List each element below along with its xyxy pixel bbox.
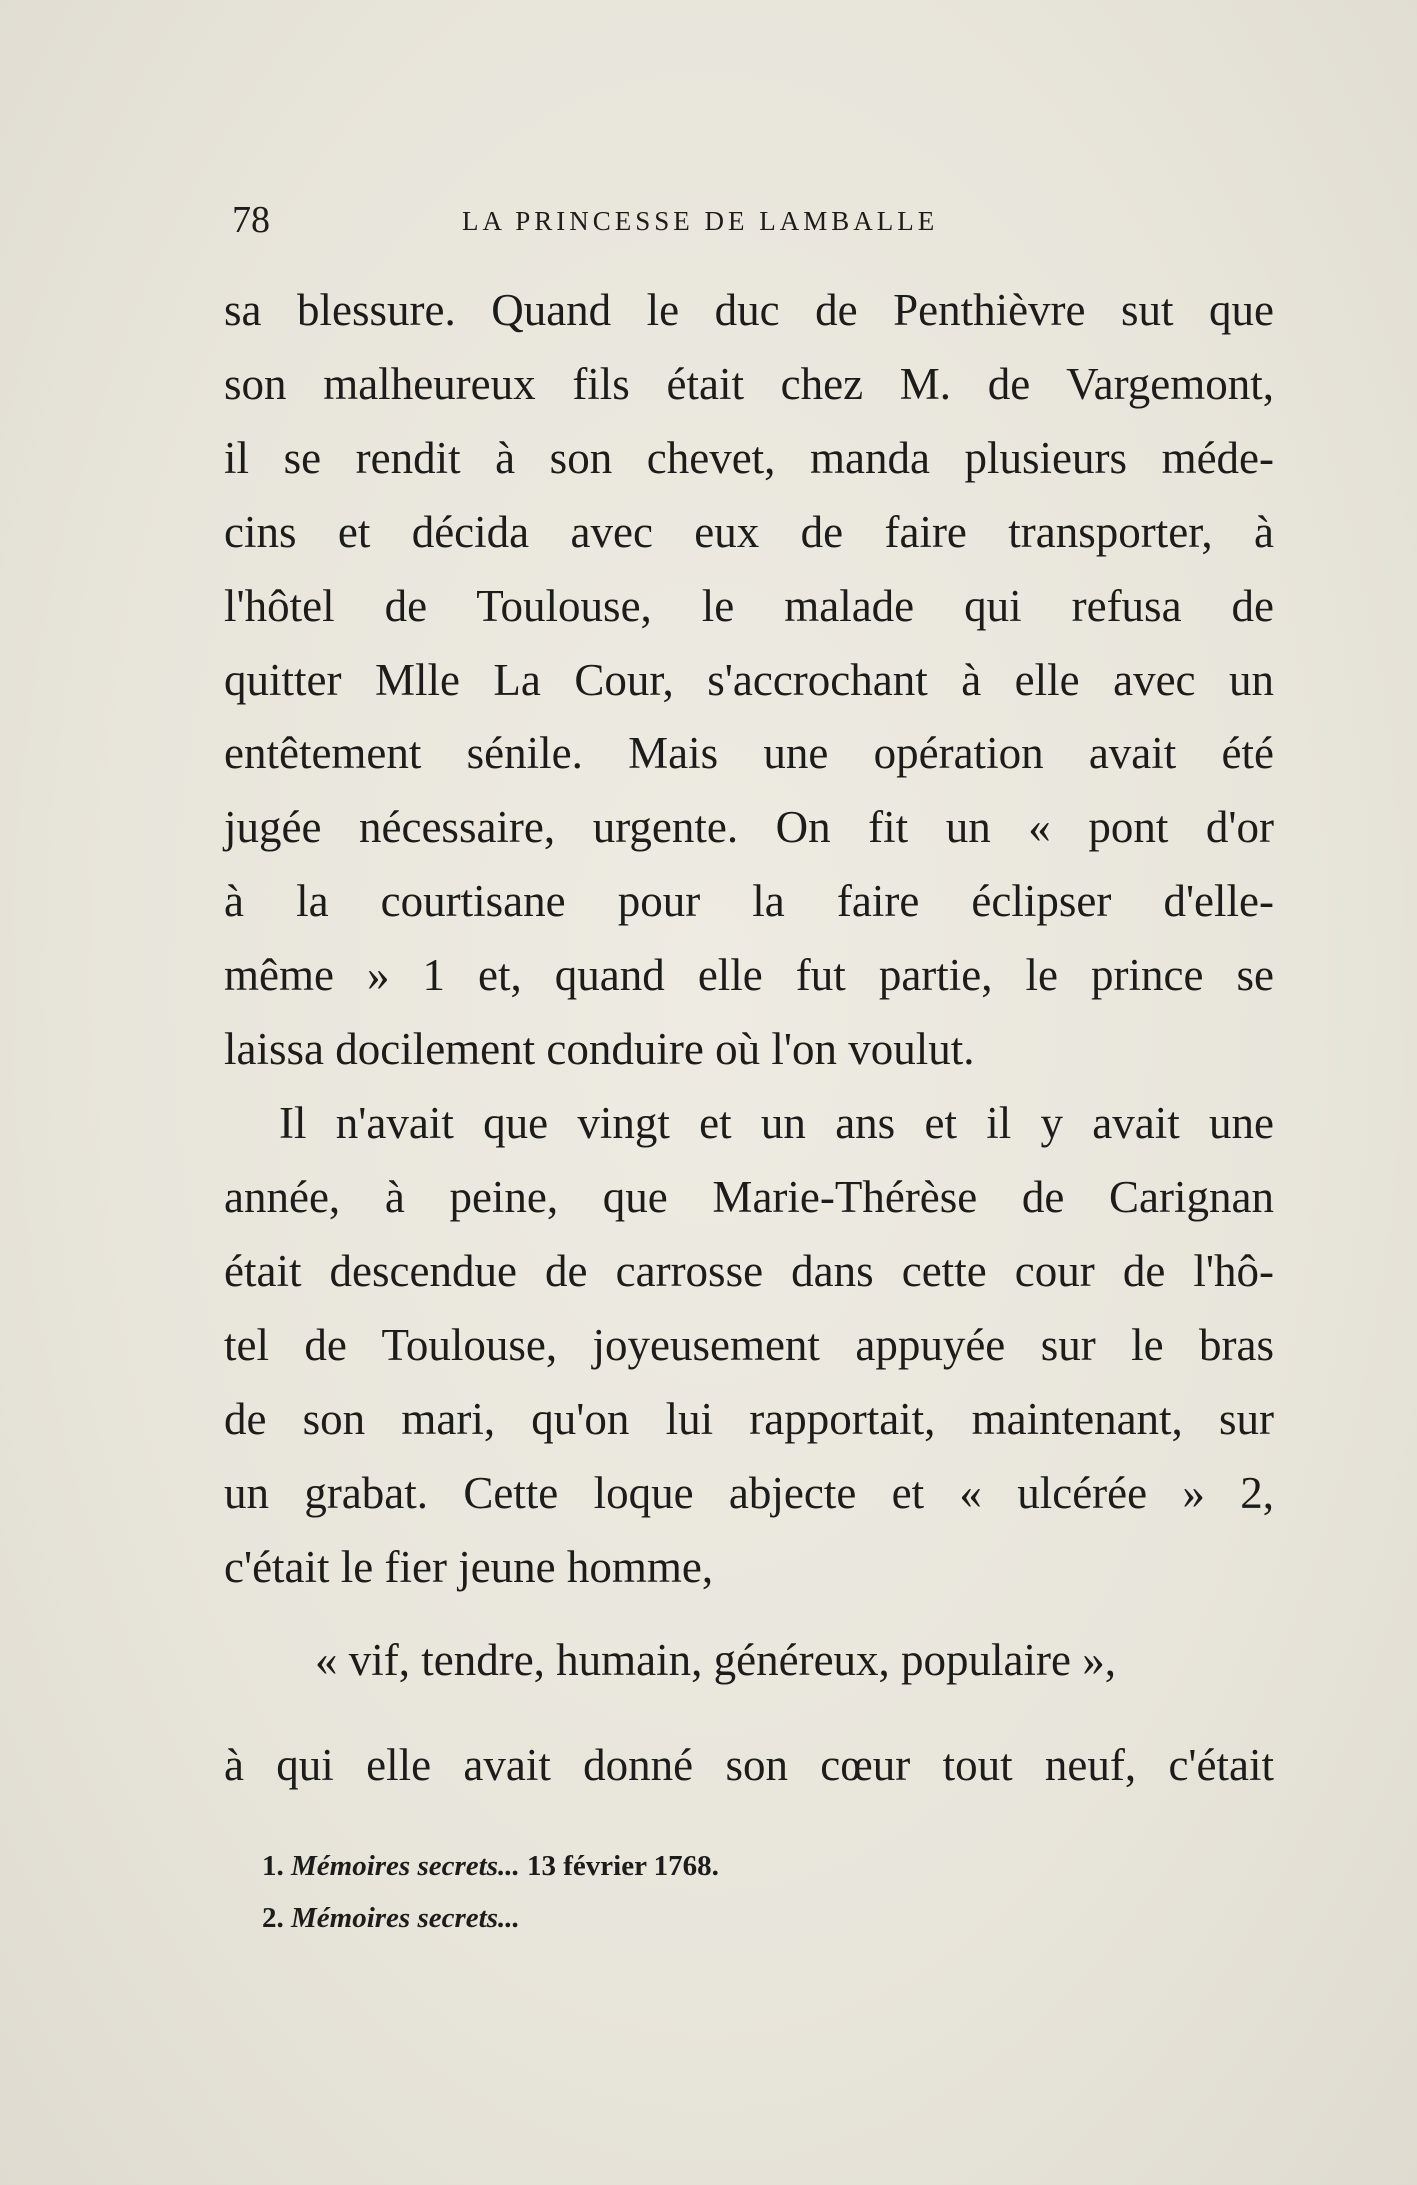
quoted-verse: « vif, tendre, humain, généreux, populaire », xyxy=(315,1635,1116,1685)
text-line: sa blessure. Quand le duc de Penthièvre sut que xyxy=(224,285,1274,335)
text-line: l'hôtel de Toulouse, le malade qui refusa de xyxy=(224,581,1274,631)
footnote-title: Mémoires secrets... xyxy=(291,1902,520,1934)
footnote-number: 2. xyxy=(262,1902,284,1934)
text-line: tel de Toulouse, joyeusement appuyée sur le bras xyxy=(224,1320,1274,1370)
text-line: même » 1 et, quand elle fut partie, le prince se xyxy=(224,950,1274,1000)
footnote xyxy=(262,1852,719,1881)
running-title: LA PRINCESSE DE LAMBALLE xyxy=(462,206,939,236)
text-line: Il n'avait que vingt et un ans et il y avait une xyxy=(279,1098,1274,1148)
text-line: laissa docilement conduire où l'on voulut. xyxy=(224,1024,975,1074)
page-number: 78 xyxy=(232,199,270,241)
text-line: année, à peine, que Marie-Thérèse de Carignan xyxy=(224,1172,1274,1222)
footnote-detail: 13 février 1768. xyxy=(527,1850,719,1882)
text-line: était descendue de carrosse dans cette cour de l'hô- xyxy=(224,1246,1274,1296)
text-line: de son mari, qu'on lui rapportait, maintenant, sur xyxy=(224,1394,1274,1444)
footnote-title: Mémoires secrets... xyxy=(291,1850,520,1882)
text-line: à la courtisane pour la faire éclipser d'elle- xyxy=(224,876,1274,926)
text-line: entêtement sénile. Mais une opération avait été xyxy=(224,728,1274,778)
page-header xyxy=(224,198,1274,248)
text-line: à qui elle avait donné son cœur tout neuf, c'était xyxy=(224,1740,1274,1790)
text-line: un grabat. Cette loque abjecte et « ulcérée » 2, xyxy=(224,1468,1274,1518)
text-line: cins et décida avec eux de faire transporter, à xyxy=(224,507,1274,557)
footnote-number: 1. xyxy=(262,1850,284,1882)
text-line: quitter Mlle La Cour, s'accrochant à elle avec un xyxy=(224,655,1274,705)
text-line: jugée nécessaire, urgente. On fit un « pont d'or xyxy=(224,802,1274,852)
footnote xyxy=(262,1904,520,1933)
text-line: il se rendit à son chevet, manda plusieurs méde- xyxy=(224,433,1274,483)
text-line: c'était le fier jeune homme, xyxy=(224,1542,714,1592)
text-line: son malheureux fils était chez M. de Vargemont, xyxy=(224,359,1274,409)
